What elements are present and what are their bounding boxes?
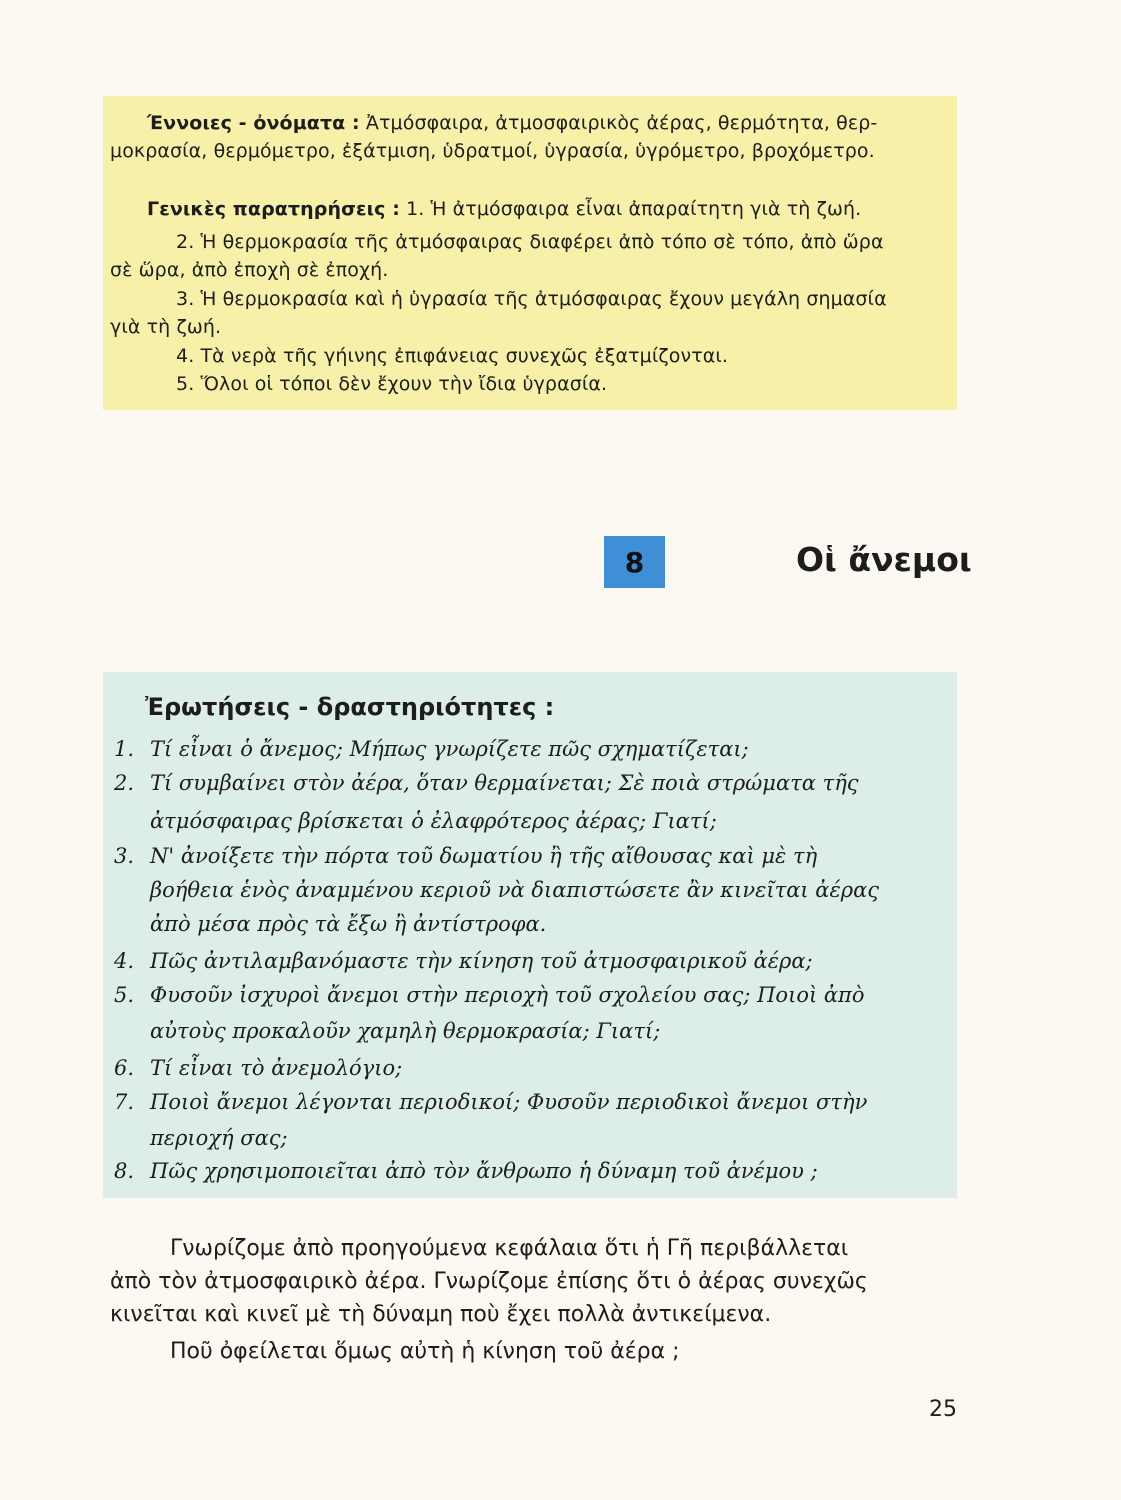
question-line (114, 910, 546, 938)
question-number: 5. (114, 983, 135, 1007)
question-line (114, 876, 879, 904)
question-line (114, 807, 717, 835)
question-number: 3. (114, 844, 135, 868)
chapter-number-badge: 8 (604, 536, 665, 588)
body-line-4: Ποῦ ὀφείλεται ὅμως αὐτὴ ἡ κίνηση τοῦ ἀέρα ; (170, 1339, 680, 1364)
concepts-label: Έννοιες - ὀνόματα : (147, 112, 360, 134)
question-text: αὐτοὺς προκαλοῦν χαμηλὴ θερμοκρασία; Γιατί; (150, 1019, 661, 1043)
question-number: 4. (114, 949, 135, 973)
question-text: Πῶς ἀντιλαμβανόμαστε τὴν κίνηση τοῦ ἀτμοσφαιρικοῦ ἀέρα; (150, 949, 813, 973)
concepts-text-2: μοκρασία, θερμόμετρο, ἐξάτμιση, ὑδρατμοί, ὑγρασία, ὑγρόμετρο, βροχόμετρο. (110, 140, 875, 162)
question-number: 6. (114, 1056, 135, 1080)
question-line (114, 1088, 867, 1116)
question-text: Τί συμβαίνει στὸν ἀέρα, ὅταν θερμαίνεται; Σὲ ποιὰ στρώματα τῆς (150, 771, 859, 795)
question-text: Πῶς χρησιμοποιεῖται ἀπὸ τὸν ἄνθρωπο ἡ δύναμη τοῦ ἀνέμου ; (150, 1159, 818, 1183)
question-text: περιοχή σας; (150, 1126, 288, 1150)
observations-label: Γενικὲς παρατηρήσεις : (147, 198, 400, 220)
question-line (114, 1157, 818, 1185)
observation-3-cont: γιὰ τὴ ζωή. (110, 316, 222, 338)
questions-heading: Ἐρωτήσεις - δραστηριότητες : (145, 693, 555, 721)
observation-4: 4. Τὰ νερὰ τῆς γήινης ἐπιφάνειας συνεχῶς ἐξατμίζονται. (176, 345, 729, 367)
observation-3: 3. Ἡ θερμοκρασία καὶ ἡ ὑγρασία τῆς ἀτμόσφαιρας ἔχουν μεγάλη σημασία (176, 288, 887, 310)
question-line (114, 769, 859, 797)
question-number: 8. (114, 1159, 135, 1183)
observation-2-cont: σὲ ὥρα, ἀπὸ ἐποχὴ σὲ ἐποχή. (110, 259, 389, 281)
question-text: ἀπὸ μέσα πρὸς τὰ ἔξω ἢ ἀντίστροφα. (150, 912, 547, 936)
question-number: 2. (114, 771, 135, 795)
concepts-line-1 (147, 111, 877, 135)
question-line (114, 1054, 402, 1082)
question-line (114, 947, 813, 975)
question-number: 7. (114, 1090, 135, 1114)
observation-2: 2. Ἡ θερμοκρασία τῆς ἀτμόσφαιρας διαφέρει ἀπὸ τόπο σὲ τόπο, ἀπὸ ὥρα (176, 231, 884, 253)
question-line (114, 981, 865, 1009)
question-text: Φυσοῦν ἰσχυροὶ ἄνεμοι στὴν περιοχὴ τοῦ σχολείου σας; Ποιοὶ ἀπὸ (150, 983, 865, 1007)
body-line-1: Γνωρίζομε ἀπὸ προηγούμενα κεφάλαια ὅτι ἡ Γῆ περιβάλλεται (170, 1236, 849, 1261)
question-text: Τί εἶναι τὸ ἀνεμολόγιο; (150, 1056, 403, 1080)
observations-line-1 (147, 197, 861, 221)
observation-1: 1. Ἡ ἀτμόσφαιρα εἶναι ἀπαραίτητη γιὰ τὴ ζωή. (406, 198, 862, 220)
question-line (114, 1124, 288, 1152)
question-text: βοήθεια ἑνὸς ἀναμμένου κεριοῦ νὰ διαπιστώσετε ἂν κινεῖται ἀέρας (150, 878, 880, 902)
question-text: Ν' ἀνοίξετε τὴν πόρτα τοῦ δωματίου ἢ τῆς αἴθουσας καὶ μὲ τὴ (150, 844, 818, 868)
question-line (114, 842, 817, 870)
chapter-title: Οἱ ἄνεμοι (796, 540, 972, 579)
question-text: ἀτμόσφαιρας βρίσκεται ὁ ἐλαφρότερος ἀέρας; Γιατί; (150, 809, 717, 833)
concepts-text-1: Ἀτμόσφαιρα, ἀτμοσφαιρικὸς ἀέρας, θερμότητα, θερ- (365, 112, 878, 134)
observation-5: 5. Ὅλοι οἱ τόποι δὲν ἔχουν τὴν ἴδια ὑγρασία. (176, 373, 608, 395)
body-line-2: ἀπὸ τὸν ἀτμοσφαιρικὸ ἀέρα. Γνωρίζομε ἐπίσης ὅτι ὁ ἀέρας συνεχῶς (110, 1269, 868, 1294)
body-line-3: κινεῖται καὶ κινεῖ μὲ τὴ δύναμη ποὺ ἔχει πολλὰ ἀντικείμενα. (110, 1302, 772, 1327)
question-text: Ποιοὶ ἄνεμοι λέγονται περιοδικοί; Φυσοῦν περιοδικοὶ ἄνεμοι στὴν (150, 1090, 868, 1114)
question-text: Τί εἶναι ὁ ἄνεμος; Μήπως γνωρίζετε πῶς σχηματίζεται; (150, 737, 749, 761)
question-line (114, 1017, 660, 1045)
page-number: 25 (929, 1397, 957, 1422)
question-number: 1. (114, 737, 135, 761)
question-line (114, 735, 749, 763)
